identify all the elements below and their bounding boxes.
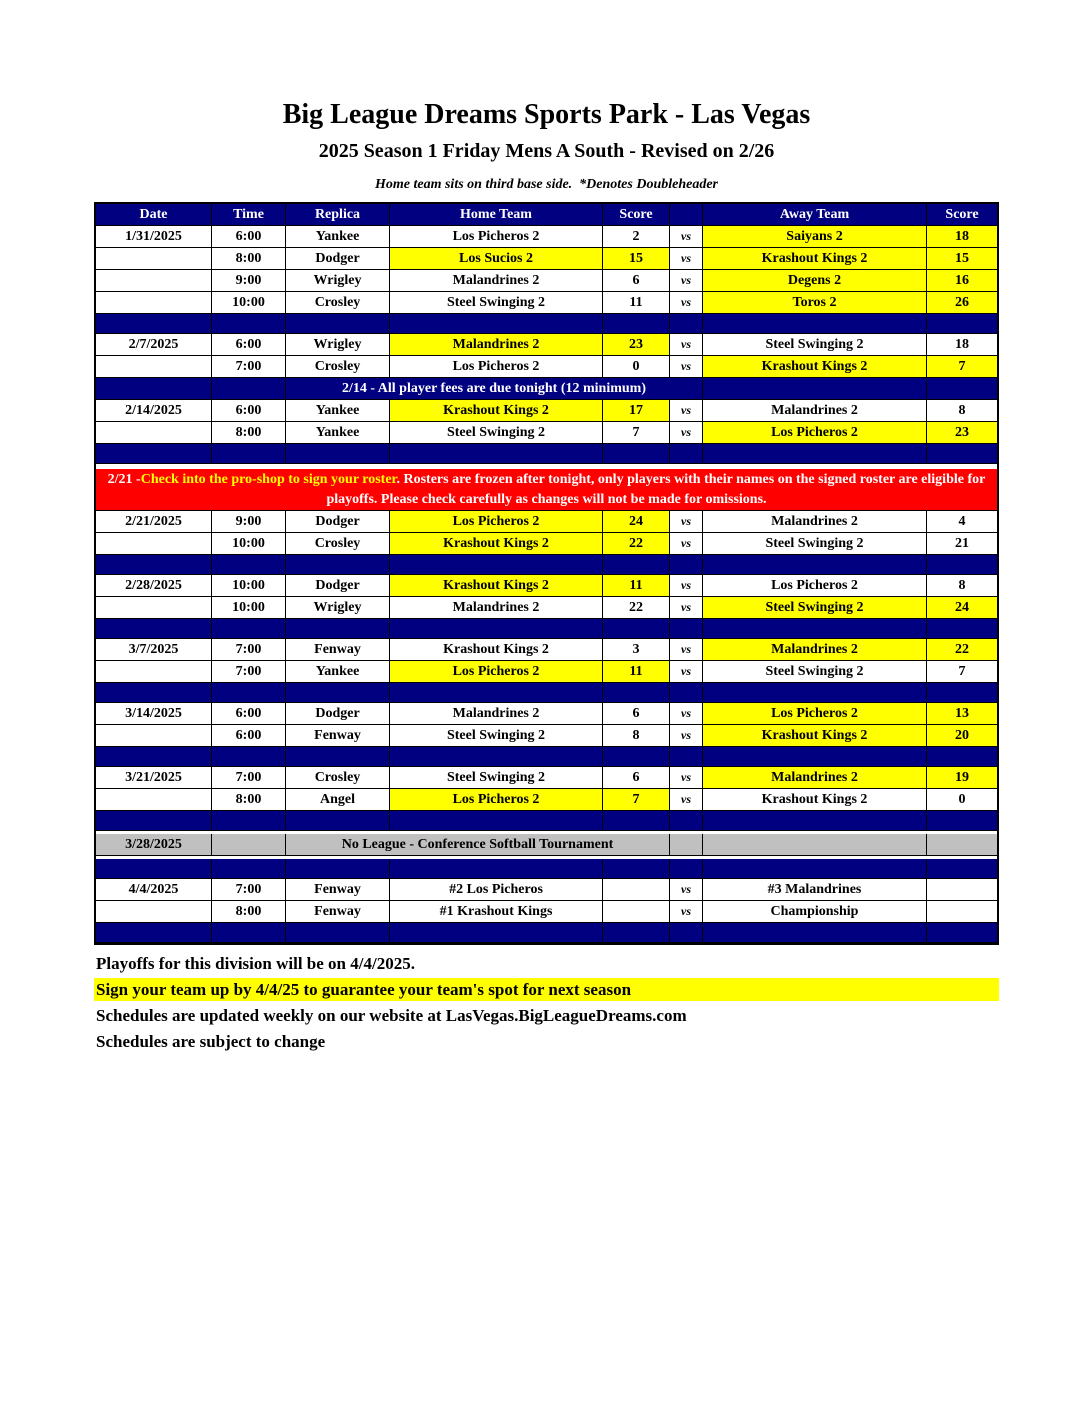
separator-row [96, 444, 997, 464]
away-score-cell: 18 [927, 226, 997, 248]
separator-cell [96, 859, 212, 879]
time-cell: 7:00 [212, 639, 286, 661]
vs-cell: vs [670, 901, 703, 923]
time-cell: 10:00 [212, 575, 286, 597]
separator-cell [212, 683, 286, 703]
separator-cell [927, 555, 997, 575]
separator-cell [603, 619, 670, 639]
separator-cell [927, 619, 997, 639]
away-score-cell [927, 834, 997, 856]
replica-cell: Yankee [286, 400, 390, 422]
separator-cell [286, 859, 390, 879]
separator-cell [927, 923, 997, 943]
date-cell: 3/21/2025 [96, 767, 212, 789]
away-team-cell: Krashout Kings 2 [703, 356, 927, 378]
home-team-cell: Steel Swinging 2 [390, 767, 603, 789]
separator-cell [390, 859, 603, 879]
separator-row [96, 859, 997, 879]
away-score-cell: 8 [927, 575, 997, 597]
replica-cell: Dodger [286, 511, 390, 533]
time-cell: 7:00 [212, 879, 286, 901]
time-cell: 6:00 [212, 400, 286, 422]
home-score-cell: 11 [603, 575, 670, 597]
time-cell: 8:00 [212, 422, 286, 444]
time-cell: 9:00 [212, 511, 286, 533]
vs-cell [670, 834, 703, 856]
date-cell: 3/7/2025 [96, 639, 212, 661]
date-cell: 2/28/2025 [96, 575, 212, 597]
separator-cell [703, 619, 927, 639]
separator-cell [212, 444, 286, 464]
separator-cell [603, 444, 670, 464]
away-team-cell: Malandrines 2 [703, 767, 927, 789]
vs-cell: vs [670, 533, 703, 555]
date-cell: 2/7/2025 [96, 334, 212, 356]
footer [94, 952, 999, 1053]
header-cell: Away Team [703, 204, 927, 226]
vs-cell: vs [670, 511, 703, 533]
vs-cell: vs [670, 725, 703, 747]
separator-cell [670, 555, 703, 575]
vs-cell: vs [670, 661, 703, 683]
roster-notice-text: Check into the pro-shop to sign your roster [140, 472, 397, 487]
separator-cell [390, 619, 603, 639]
away-team-cell: Krashout Kings 2 [703, 725, 927, 747]
vs-cell: vs [670, 292, 703, 314]
away-score-cell: 13 [927, 703, 997, 725]
vs-cell: vs [670, 639, 703, 661]
vs-cell: vs [670, 703, 703, 725]
time-cell: 7:00 [212, 767, 286, 789]
game-row [96, 879, 997, 901]
separator-cell [603, 683, 670, 703]
time-cell: 8:00 [212, 789, 286, 811]
away-score-cell: 0 [927, 789, 997, 811]
away-team-cell [703, 378, 927, 400]
home-team-cell: #2 Los Picheros [390, 879, 603, 901]
home-score-cell: 22 [603, 597, 670, 619]
home-team-cell: Los Picheros 2 [390, 789, 603, 811]
separator-cell [96, 811, 212, 831]
time-cell: 6:00 [212, 725, 286, 747]
away-team-cell: Krashout Kings 2 [703, 248, 927, 270]
home-team-cell: Krashout Kings 2 [390, 575, 603, 597]
playoffs-note: Playoffs for this division will be on 4/4/2025. [96, 954, 415, 973]
time-cell [212, 378, 286, 400]
away-team-cell: Los Picheros 2 [703, 703, 927, 725]
separator-cell [670, 747, 703, 767]
game-row [96, 661, 997, 683]
separator-cell [603, 923, 670, 943]
game-row [96, 703, 997, 725]
vs-cell: vs [670, 356, 703, 378]
time-cell: 10:00 [212, 597, 286, 619]
home-team-cell: Los Picheros 2 [390, 511, 603, 533]
away-score-cell [927, 378, 997, 400]
home-team-cell: Krashout Kings 2 [390, 400, 603, 422]
replica-cell: Fenway [286, 639, 390, 661]
separator-cell [603, 555, 670, 575]
time-cell: 6:00 [212, 703, 286, 725]
game-row [96, 789, 997, 811]
replica-cell: Dodger [286, 703, 390, 725]
away-score-cell: 8 [927, 400, 997, 422]
away-team-cell: Malandrines 2 [703, 511, 927, 533]
home-team-cell: Steel Swinging 2 [390, 292, 603, 314]
away-score-cell: 19 [927, 767, 997, 789]
date-cell [96, 661, 212, 683]
separator-row [96, 747, 997, 767]
date-cell [96, 270, 212, 292]
separator-cell [390, 747, 603, 767]
time-cell: 10:00 [212, 533, 286, 555]
vs-cell: vs [670, 400, 703, 422]
date-cell [96, 292, 212, 314]
date-cell: 1/31/2025 [96, 226, 212, 248]
replica-cell: Crosley [286, 767, 390, 789]
schedule-table [94, 202, 999, 945]
away-score-cell: 20 [927, 725, 997, 747]
home-team-cell: Malandrines 2 [390, 597, 603, 619]
home-team-cell: Steel Swinging 2 [390, 725, 603, 747]
date-cell [96, 533, 212, 555]
announcement-text: 2/14 - All player fees are due tonight (12 minimum) [286, 378, 703, 400]
separator-row [96, 923, 997, 943]
time-cell: 7:00 [212, 356, 286, 378]
separator-cell [670, 314, 703, 334]
home-score-cell: 2 [603, 226, 670, 248]
separator-cell [96, 555, 212, 575]
away-team-cell: Steel Swinging 2 [703, 661, 927, 683]
header-cell: Score [603, 204, 670, 226]
header-cell: Home Team [390, 204, 603, 226]
separator-cell [703, 859, 927, 879]
roster-notice [96, 469, 997, 511]
home-team-cell: Los Picheros 2 [390, 356, 603, 378]
home-score-cell: 17 [603, 400, 670, 422]
header-cell: Score [927, 204, 997, 226]
separator-cell [286, 314, 390, 334]
game-row [96, 639, 997, 661]
away-team-cell: Steel Swinging 2 [703, 533, 927, 555]
separator-cell [286, 555, 390, 575]
separator-cell [96, 747, 212, 767]
replica-cell: Fenway [286, 901, 390, 923]
away-score-cell: 21 [927, 533, 997, 555]
separator-cell [670, 811, 703, 831]
page-title: Big League Dreams Sports Park - Las Vegas [282, 99, 811, 130]
separator-row [96, 555, 997, 575]
table-header-row [96, 204, 997, 226]
replica-cell: Fenway [286, 725, 390, 747]
separator-cell [212, 314, 286, 334]
vs-cell: vs [670, 334, 703, 356]
home-score-cell [603, 901, 670, 923]
away-score-cell: 7 [927, 661, 997, 683]
home-team-cell: Malandrines 2 [390, 703, 603, 725]
separator-cell [390, 923, 603, 943]
away-team-cell: Toros 2 [703, 292, 927, 314]
date-cell: 3/28/2025 [96, 834, 212, 856]
home-team-cell: Steel Swinging 2 [390, 422, 603, 444]
time-cell: 9:00 [212, 270, 286, 292]
game-row [96, 533, 997, 555]
separator-cell [603, 811, 670, 831]
game-row [96, 248, 997, 270]
tournament-text: No League - Conference Softball Tournament [286, 834, 670, 856]
game-row [96, 575, 997, 597]
date-cell: 3/14/2025 [96, 703, 212, 725]
date-cell [96, 901, 212, 923]
separator-cell [212, 619, 286, 639]
home-score-cell: 22 [603, 533, 670, 555]
replica-cell: Dodger [286, 248, 390, 270]
vs-cell: vs [670, 226, 703, 248]
tournament-row [96, 834, 997, 856]
separator-cell [670, 859, 703, 879]
vs-cell: vs [670, 422, 703, 444]
home-team-cell: Krashout Kings 2 [390, 639, 603, 661]
website-note: Schedules are updated weekly on our website at LasVegas.BigLeagueDreams.com [96, 1006, 687, 1025]
game-row [96, 901, 997, 923]
replica-cell: Angel [286, 789, 390, 811]
vs-cell: vs [670, 270, 703, 292]
date-cell: 4/4/2025 [96, 879, 212, 901]
away-team-cell: Malandrines 2 [703, 639, 927, 661]
away-team-cell: Los Picheros 2 [703, 422, 927, 444]
separator-cell [703, 444, 927, 464]
separator-cell [670, 444, 703, 464]
replica-cell: Wrigley [286, 334, 390, 356]
vs-cell: vs [670, 575, 703, 597]
replica-cell: Yankee [286, 226, 390, 248]
separator-cell [286, 444, 390, 464]
home-team-cell: Malandrines 2 [390, 270, 603, 292]
separator-cell [603, 859, 670, 879]
game-row [96, 767, 997, 789]
vs-cell: vs [670, 248, 703, 270]
separator-cell [212, 555, 286, 575]
home-team-cell: Malandrines 2 [390, 334, 603, 356]
separator-cell [96, 923, 212, 943]
away-score-cell: 23 [927, 422, 997, 444]
separator-cell [390, 314, 603, 334]
away-team-cell: Krashout Kings 2 [703, 789, 927, 811]
roster-notice-text: 2/21 - [107, 472, 141, 487]
vs-cell: vs [670, 597, 703, 619]
subject-to-change-note: Schedules are subject to change [96, 1032, 326, 1051]
game-row [96, 226, 997, 248]
separator-cell [670, 683, 703, 703]
separator-cell [927, 683, 997, 703]
away-score-cell: 7 [927, 356, 997, 378]
time-cell: 6:00 [212, 226, 286, 248]
home-score-cell: 6 [603, 767, 670, 789]
game-row [96, 422, 997, 444]
away-score-cell: 4 [927, 511, 997, 533]
away-team-cell: Los Picheros 2 [703, 575, 927, 597]
home-score-cell: 8 [603, 725, 670, 747]
away-score-cell [927, 901, 997, 923]
document-page [94, 98, 999, 1053]
home-score-cell: 23 [603, 334, 670, 356]
header-cell: Date [96, 204, 212, 226]
signup-note: Sign your team up by 4/4/25 to guarantee your team's spot for next season [94, 978, 999, 1001]
separator-cell [96, 444, 212, 464]
separator-cell [703, 747, 927, 767]
home-team-cell: Los Picheros 2 [390, 226, 603, 248]
away-team-cell: Degens 2 [703, 270, 927, 292]
date-cell [96, 356, 212, 378]
announcement-row [96, 378, 997, 400]
separator-cell [286, 683, 390, 703]
home-team-cell: #1 Krashout Kings [390, 901, 603, 923]
home-score-cell: 11 [603, 292, 670, 314]
away-team-cell: Saiyans 2 [703, 226, 927, 248]
home-score-cell: 6 [603, 270, 670, 292]
separator-cell [212, 859, 286, 879]
page-note: Home team sits on third base side. *Denotes Doubleheader [375, 177, 718, 192]
game-row [96, 356, 997, 378]
home-score-cell: 15 [603, 248, 670, 270]
separator-cell [286, 923, 390, 943]
home-score-cell: 7 [603, 789, 670, 811]
replica-cell: Wrigley [286, 270, 390, 292]
separator-cell [927, 747, 997, 767]
separator-cell [670, 619, 703, 639]
date-cell [96, 597, 212, 619]
separator-row [96, 619, 997, 639]
away-team-cell: #3 Malandrines [703, 879, 927, 901]
separator-cell [286, 747, 390, 767]
header-cell: Replica [286, 204, 390, 226]
replica-cell: Crosley [286, 533, 390, 555]
separator-cell [927, 811, 997, 831]
away-score-cell: 16 [927, 270, 997, 292]
vs-cell: vs [670, 879, 703, 901]
separator-cell [390, 555, 603, 575]
time-cell [212, 834, 286, 856]
header-cell: Time [212, 204, 286, 226]
separator-cell [927, 444, 997, 464]
separator-cell [96, 314, 212, 334]
replica-cell: Crosley [286, 356, 390, 378]
away-team-cell [703, 834, 927, 856]
separator-row [96, 811, 997, 831]
separator-cell [212, 923, 286, 943]
away-score-cell: 26 [927, 292, 997, 314]
separator-cell [670, 923, 703, 943]
vs-cell: vs [670, 767, 703, 789]
game-row [96, 725, 997, 747]
time-cell: 10:00 [212, 292, 286, 314]
roster-notice-text: . Rosters are frozen after tonight, only players with their names on the signed roster are eligible for playoffs. Please check carefully as changes will not be made for omissions. [326, 472, 986, 507]
game-row [96, 511, 997, 533]
home-score-cell: 3 [603, 639, 670, 661]
header-cell [670, 204, 703, 226]
separator-cell [390, 444, 603, 464]
date-cell [96, 789, 212, 811]
separator-cell [96, 619, 212, 639]
away-score-cell: 15 [927, 248, 997, 270]
separator-cell [927, 859, 997, 879]
separator-cell [603, 747, 670, 767]
home-team-cell: Los Picheros 2 [390, 661, 603, 683]
home-score-cell: 7 [603, 422, 670, 444]
separator-cell [703, 683, 927, 703]
home-score-cell [603, 879, 670, 901]
away-team-cell: Malandrines 2 [703, 400, 927, 422]
separator-cell [703, 555, 927, 575]
away-score-cell [927, 879, 997, 901]
page-subtitle: 2025 Season 1 Friday Mens A South - Revised on 2/26 [318, 140, 775, 162]
replica-cell: Crosley [286, 292, 390, 314]
date-cell [96, 378, 212, 400]
away-score-cell: 18 [927, 334, 997, 356]
home-team-cell: Los Sucios 2 [390, 248, 603, 270]
home-team-cell: Krashout Kings 2 [390, 533, 603, 555]
home-score-cell: 6 [603, 703, 670, 725]
game-row [96, 292, 997, 314]
replica-cell: Yankee [286, 661, 390, 683]
date-cell [96, 248, 212, 270]
game-row [96, 400, 997, 422]
away-team-cell: Championship [703, 901, 927, 923]
home-score-cell: 11 [603, 661, 670, 683]
separator-cell [703, 923, 927, 943]
time-cell: 7:00 [212, 661, 286, 683]
home-score-cell: 0 [603, 356, 670, 378]
away-team-cell: Steel Swinging 2 [703, 334, 927, 356]
time-cell: 6:00 [212, 334, 286, 356]
separator-cell [212, 747, 286, 767]
separator-cell [703, 314, 927, 334]
replica-cell: Dodger [286, 575, 390, 597]
separator-cell [703, 811, 927, 831]
date-cell: 2/21/2025 [96, 511, 212, 533]
separator-cell [96, 683, 212, 703]
separator-cell [390, 811, 603, 831]
time-cell: 8:00 [212, 901, 286, 923]
time-cell: 8:00 [212, 248, 286, 270]
replica-cell: Wrigley [286, 597, 390, 619]
separator-cell [603, 314, 670, 334]
separator-cell [286, 811, 390, 831]
away-score-cell: 22 [927, 639, 997, 661]
game-row [96, 270, 997, 292]
game-row [96, 597, 997, 619]
game-row [96, 334, 997, 356]
date-cell [96, 422, 212, 444]
date-cell: 2/14/2025 [96, 400, 212, 422]
separator-row [96, 314, 997, 334]
home-score-cell: 24 [603, 511, 670, 533]
date-cell [96, 725, 212, 747]
separator-row [96, 683, 997, 703]
separator-cell [286, 619, 390, 639]
separator-cell [390, 683, 603, 703]
separator-cell [212, 811, 286, 831]
vs-cell: vs [670, 789, 703, 811]
roster-notice-row [96, 469, 997, 511]
separator-cell [927, 314, 997, 334]
replica-cell: Fenway [286, 879, 390, 901]
away-team-cell: Steel Swinging 2 [703, 597, 927, 619]
away-score-cell: 24 [927, 597, 997, 619]
replica-cell: Yankee [286, 422, 390, 444]
